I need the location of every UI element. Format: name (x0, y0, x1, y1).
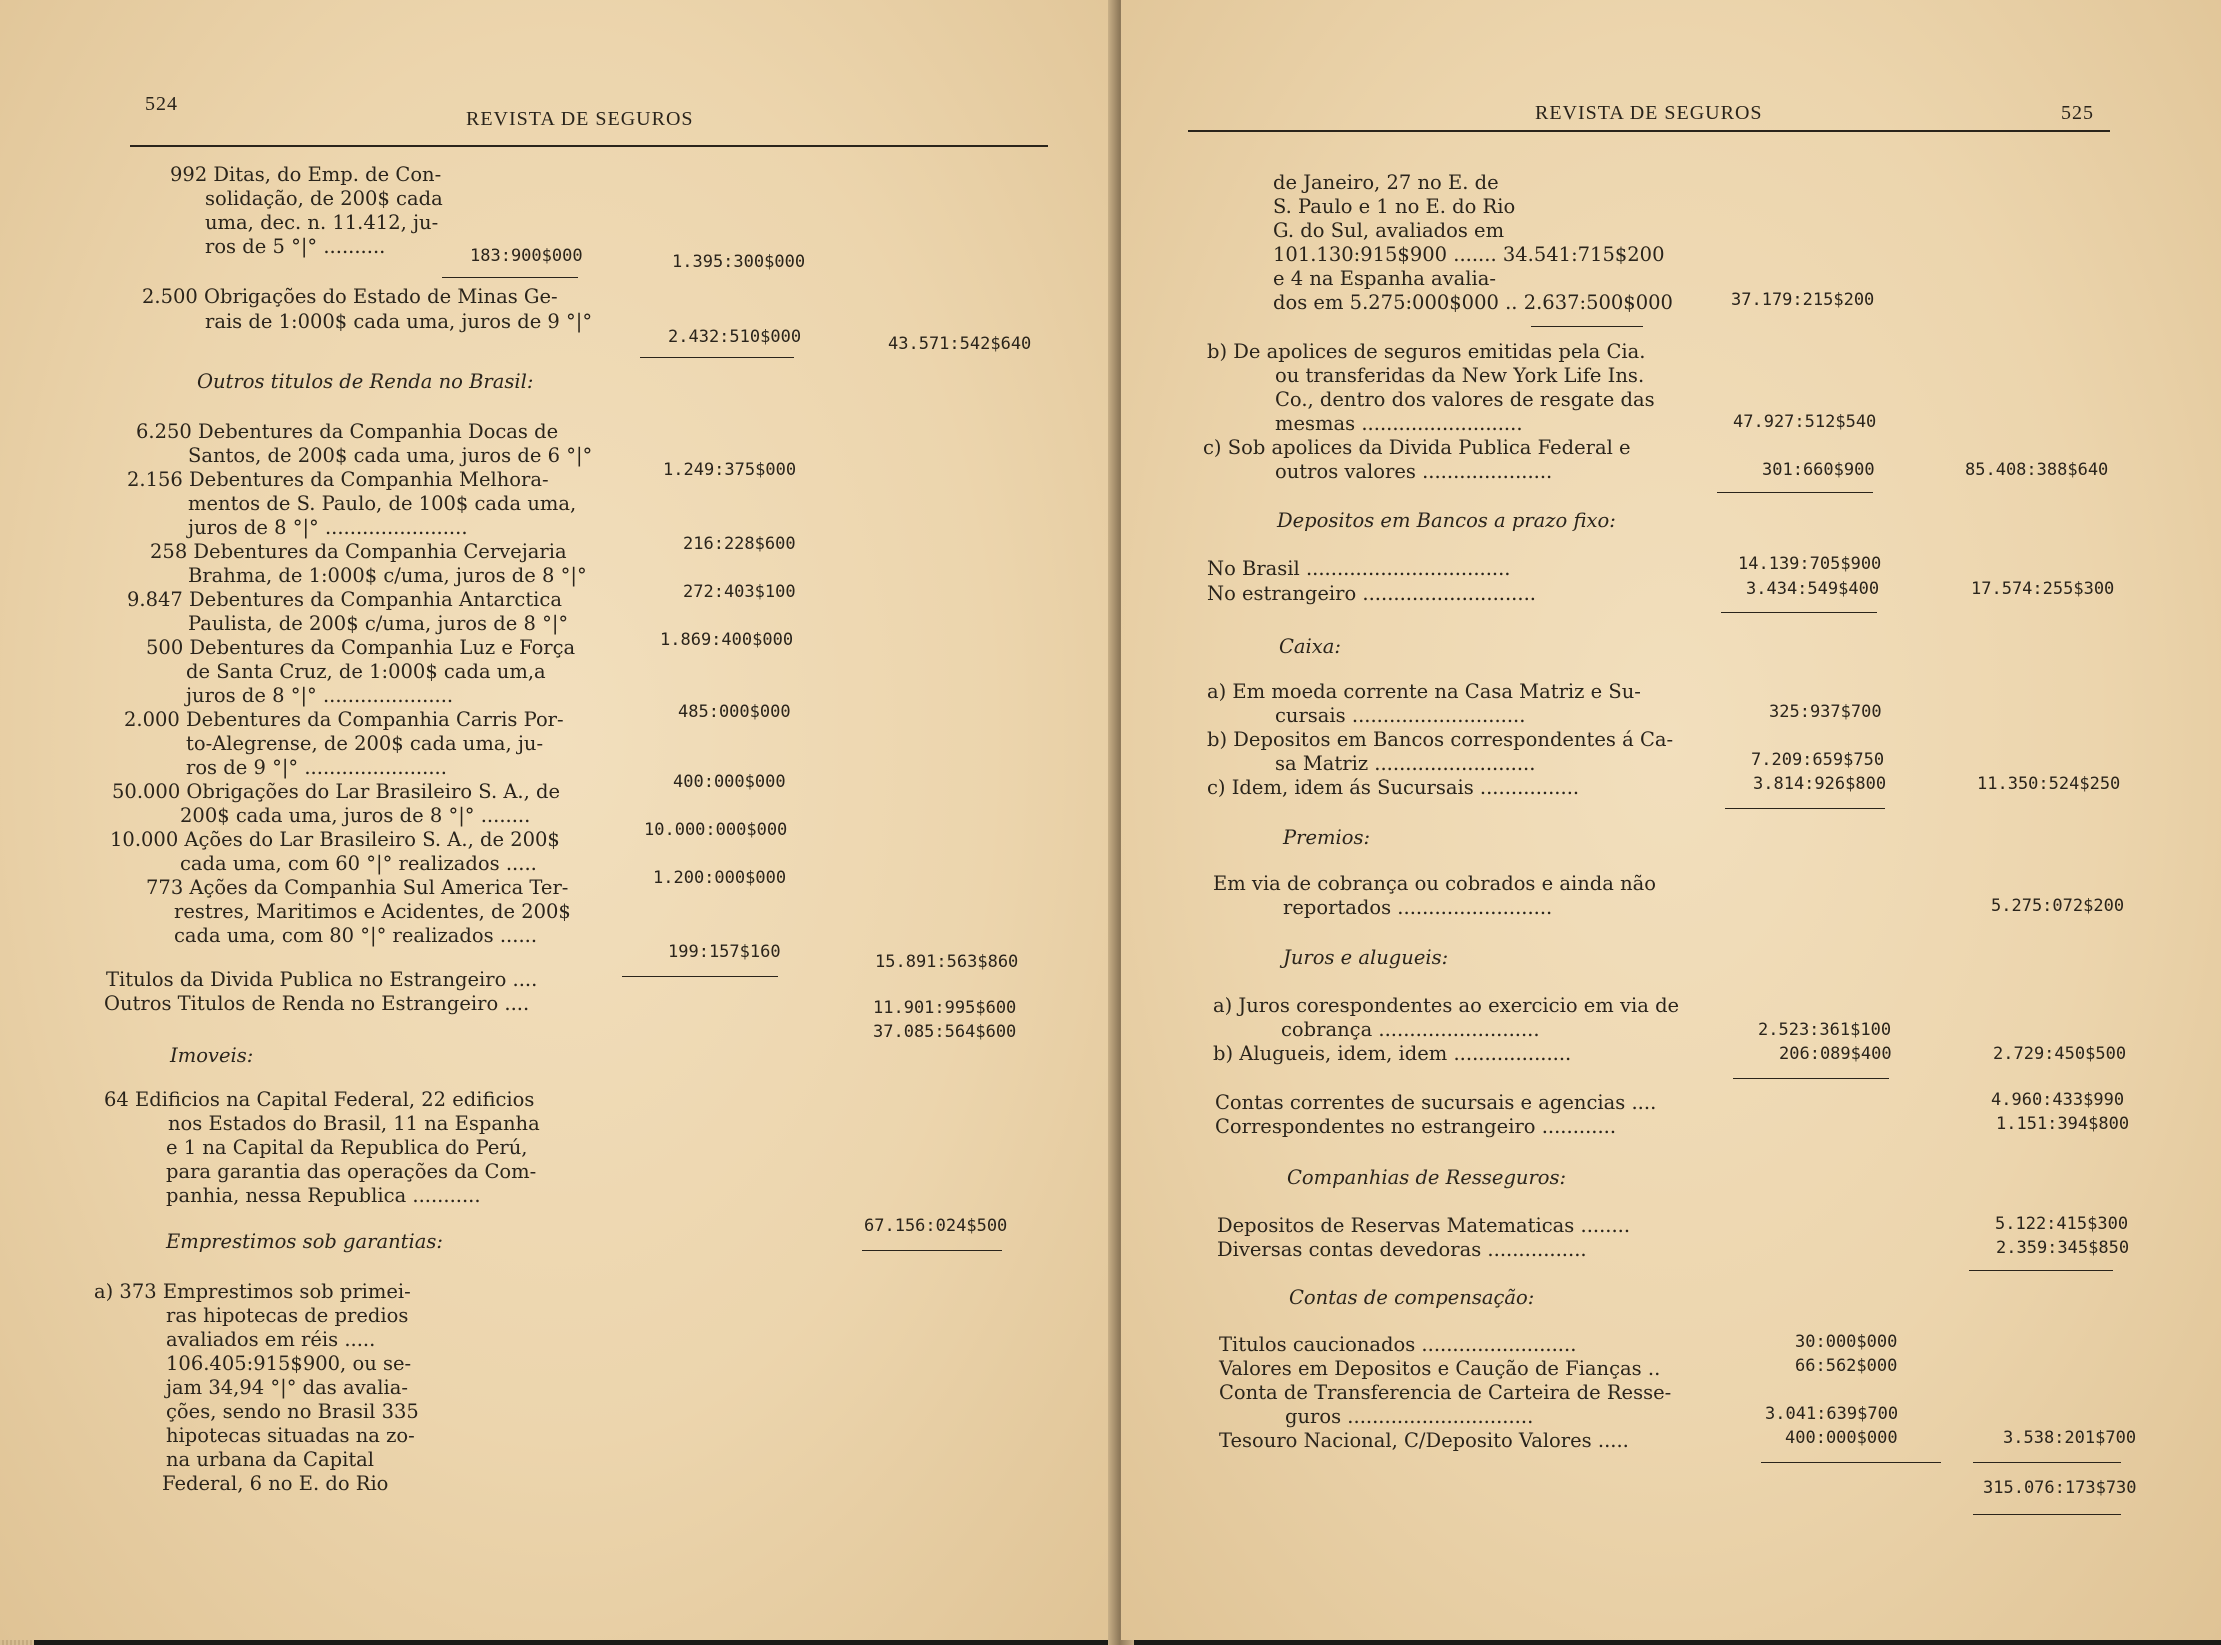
section-heading: Emprestimos sob garantias: (166, 1230, 443, 1253)
amount-col1: 206:089$400 (1779, 1044, 1892, 1064)
left-running-head: REVISTA DE SEGUROS (466, 108, 694, 130)
amount-col1: 3.041:639$700 (1765, 1404, 1899, 1424)
text-line: Diversas contas devedoras ................ (1217, 1238, 1587, 1261)
sum-rule (640, 357, 794, 358)
amount-col2: 2.432:510$000 (668, 327, 802, 347)
amount-col1: 3.814:926$800 (1753, 774, 1887, 794)
amount-col2: 17.574:255$300 (1971, 579, 2115, 599)
text-line: Contas correntes de sucursais e agencias .... (1215, 1091, 1657, 1114)
amount-col1: 47.927:512$540 (1733, 412, 1877, 432)
text-line: Paulista, de 200$ c/uma, juros de 8 °|° (188, 612, 569, 635)
text-line: Titulos da Divida Publica no Estrangeiro .... (106, 968, 538, 991)
text-line: cada uma, com 60 °|° realizados ..... (180, 852, 537, 875)
text-line: nos Estados do Brasil, 11 na Espanha (168, 1112, 540, 1135)
text-line: Santos, de 200$ cada uma, juros de 6 °|° (188, 444, 593, 467)
amount-col2: 1.249:375$000 (663, 460, 797, 480)
section-heading: Depositos em Bancos a prazo fixo: (1277, 509, 1616, 532)
text-line: a) 373 Emprestimos sob primei- (94, 1280, 411, 1303)
amount-col2: 216:228$600 (683, 534, 796, 554)
section-heading: Premios: (1283, 826, 1371, 849)
amount-col2: 485:000$000 (678, 702, 791, 722)
text-line: dos em 5.275:000$000 .. 2.637:500$000 (1273, 291, 1673, 314)
text-line: restres, Maritimos e Acidentes, de 200$ (174, 900, 571, 923)
text-line: 101.130:915$900 ....... 34.541:715$200 (1273, 243, 1665, 266)
text-line: 2.156 Debentures da Companhia Melhora- (127, 468, 549, 491)
text-line: Tesouro Nacional, C/Deposito Valores ..... (1219, 1429, 1629, 1452)
text-line: 9.847 Debentures da Companhia Antarctica (127, 588, 562, 611)
text-line: cada uma, com 80 °|° realizados ...... (174, 924, 538, 947)
text-line: 992 Ditas, do Emp. de Con- (170, 163, 442, 186)
amount-col2: 5.122:415$300 (1995, 1214, 2129, 1234)
text-line: panhia, nessa Republica ........... (166, 1184, 481, 1207)
text-line: a) Em moeda corrente na Casa Matriz e Su- (1207, 680, 1641, 703)
text-line: e 4 na Espanha avalia- (1273, 267, 1496, 290)
sum-rule (622, 976, 778, 977)
text-line: 106.405:915$900, ou se- (166, 1352, 412, 1375)
text-line: c) Sob apolices da Divida Publica Federal e (1203, 436, 1631, 459)
text-line: cursais ............................ (1275, 704, 1526, 727)
text-line: na urbana da Capital (166, 1448, 375, 1471)
amount-col2: 1.200:000$000 (653, 868, 787, 888)
amount-col1: 37.179:215$200 (1731, 290, 1875, 310)
text-line: sa Matriz .......................... (1275, 752, 1536, 775)
text-line: Em via de cobrança ou cobrados e ainda não (1213, 872, 1657, 895)
grand-total: 315.076:173$730 (1983, 1478, 2137, 1498)
amount-col1: 183:900$000 (470, 246, 583, 266)
section-heading: Companhias de Resseguros: (1287, 1166, 1567, 1189)
text-line: Correspondentes no estrangeiro ............ (1215, 1115, 1617, 1138)
text-line: 50.000 Obrigações do Lar Brasileiro S. A., de (112, 780, 561, 803)
amount-col1: 301:660$900 (1762, 460, 1875, 480)
sum-rule (1721, 612, 1877, 613)
text-line: b) Alugueis, idem, idem ................... (1213, 1042, 1572, 1065)
amount-col1: 30:000$000 (1795, 1332, 1898, 1352)
text-line: de Janeiro, 27 no E. de (1273, 171, 1499, 194)
sum-rule (1531, 326, 1643, 327)
text-line: mesmas .......................... (1275, 412, 1523, 435)
text-line: Brahma, de 1:000$ c/uma, juros de 8 °|° (188, 564, 587, 587)
sum-rule (1725, 808, 1885, 809)
text-line: 2.000 Debentures da Companhia Carris Por- (124, 708, 564, 731)
grand-total-rule (1973, 1514, 2121, 1515)
text-line: guros .............................. (1285, 1405, 1534, 1428)
amount-col1: 400:000$000 (1785, 1428, 1898, 1448)
text-line: 500 Debentures da Companhia Luz e Força (146, 636, 576, 659)
amount-col3: 37.085:564$600 (873, 1022, 1017, 1042)
amount-col1: 7.209:659$750 (1751, 750, 1885, 770)
sum-rule (1973, 1462, 2121, 1463)
text-line: outros valores ..................... (1275, 460, 1553, 483)
text-line: ções, sendo no Brasil 335 (166, 1400, 419, 1423)
text-line: b) De apolices de seguros emitidas pela Cia. (1207, 340, 1646, 363)
text-line: 64 Edificios na Capital Federal, 22 edificios (104, 1088, 535, 1111)
right-page (1121, 0, 2221, 1640)
text-line: ros de 5 °|° .......... (205, 235, 386, 258)
text-line: Valores em Depositos e Caução de Fianças .. (1219, 1357, 1661, 1380)
text-line: 200$ cada uma, juros de 8 °|° ........ (180, 804, 531, 827)
amount-col1: 3.434:549$400 (1746, 579, 1880, 599)
text-line: 773 Ações da Companhia Sul America Ter- (146, 876, 569, 899)
text-line: hipotecas situadas na zo- (166, 1424, 415, 1447)
amount-col2: 5.275:072$200 (1991, 896, 2125, 916)
amount-col1: 66:562$000 (1795, 1356, 1898, 1376)
amount-col2: 400:000$000 (673, 772, 786, 792)
section-heading: Caixa: (1279, 635, 1341, 658)
text-line: reportados ......................... (1283, 896, 1553, 919)
amount-col1: 325:937$700 (1769, 702, 1882, 722)
text-line: jam 34,94 °|° das avalia- (166, 1376, 408, 1399)
amount-col2: 1.151:394$800 (1996, 1114, 2130, 1134)
right-page-number: 525 (2061, 102, 2094, 124)
sum-rule (1761, 1462, 1941, 1463)
amount-col2: 10.000:000$000 (644, 820, 788, 840)
text-line: Co., dentro dos valores de resgate das (1275, 388, 1655, 411)
text-line: de Santa Cruz, de 1:000$ cada um,a (186, 660, 546, 683)
text-line: 2.500 Obrigações do Estado de Minas Ge- (142, 285, 558, 308)
text-line: G. do Sul, avaliados em (1273, 219, 1505, 242)
amount-col2: 11.350:524$250 (1977, 774, 2121, 794)
text-line: ros de 9 °|° ....................... (186, 756, 447, 779)
amount-col1: 2.523:361$100 (1758, 1020, 1892, 1040)
left-page-number: 524 (145, 93, 178, 115)
text-line: juros de 8 °|° ....................... (188, 516, 468, 539)
amount-col3: 67.156:024$500 (864, 1216, 1008, 1236)
amount-col3: 11.901:995$600 (873, 998, 1017, 1018)
text-line: rais de 1:000$ cada uma, juros de 9 °|° (205, 310, 593, 333)
text-line: Depositos de Reservas Matematicas ........ (1217, 1214, 1631, 1237)
sum-rule (862, 1250, 1002, 1251)
text-line: Federal, 6 no E. do Rio (162, 1472, 389, 1495)
text-line: avaliados em réis ..... (166, 1328, 376, 1351)
text-line: solidação, de 200$ cada (205, 187, 443, 210)
text-line: S. Paulo e 1 no E. do Rio (1273, 195, 1516, 218)
text-line: cobrança .......................... (1281, 1018, 1540, 1041)
sum-rule (1717, 492, 1873, 493)
amount-col3: 15.891:563$860 (875, 952, 1019, 972)
text-line: c) Idem, idem ás Sucursais ................ (1207, 776, 1580, 799)
text-line: uma, dec. n. 11.412, ju- (205, 211, 439, 234)
text-line: para garantia das operações da Com- (166, 1160, 537, 1183)
text-line: a) Juros corespondentes ao exercicio em via de (1213, 994, 1680, 1017)
sum-rule (1733, 1078, 1889, 1079)
amount-col2: 85.408:388$640 (1965, 460, 2109, 480)
amount-col2: 1.395:300$000 (672, 252, 806, 272)
text-line: 6.250 Debentures da Companhia Docas de (136, 420, 559, 443)
section-heading: Contas de compensação: (1289, 1286, 1535, 1309)
right-header-rule (1188, 130, 2110, 132)
text-line: b) Depositos em Bancos correspondentes á Ca- (1207, 728, 1674, 751)
text-line: to-Alegrense, de 200$ cada uma, ju- (186, 732, 544, 755)
amount-col1: 14.139:705$900 (1738, 554, 1882, 574)
text-line: ras hipotecas de predios (166, 1304, 409, 1327)
text-line: No Brasil ................................. (1207, 557, 1511, 580)
right-running-head: REVISTA DE SEGUROS (1535, 102, 1763, 124)
amount-col3: 43.571:542$640 (888, 334, 1032, 354)
amount-col2: 3.538:201$700 (2003, 1428, 2137, 1448)
amount-col2: 4.960:433$990 (1991, 1090, 2125, 1110)
text-line: No estrangeiro ............................ (1207, 582, 1536, 605)
amount-col2: 272:403$100 (683, 582, 796, 602)
text-line: Outros Titulos de Renda no Estrangeiro .... (104, 992, 530, 1015)
amount-col2: 199:157$160 (668, 942, 781, 962)
section-heading: Imoveis: (170, 1044, 254, 1067)
text-line: 258 Debentures da Companhia Cervejaria (150, 540, 567, 563)
text-line: e 1 na Capital da Republica do Perú, (166, 1136, 528, 1159)
text-line: Conta de Transferencia de Carteira de Resse- (1219, 1381, 1672, 1404)
text-line: 10.000 Ações do Lar Brasileiro S. A., de 200$ (110, 828, 560, 851)
amount-col2: 2.359:345$850 (1996, 1238, 2130, 1258)
left-header-rule (130, 145, 1048, 147)
text-line: ou transferidas da New York Life Ins. (1275, 364, 1645, 387)
section-heading: Juros e alugueis: (1283, 946, 1449, 969)
amount-col2: 2.729:450$500 (1993, 1044, 2127, 1064)
sum-rule (442, 277, 578, 278)
sum-rule (1969, 1270, 2113, 1271)
section-heading: Outros titulos de Renda no Brasil: (197, 370, 534, 393)
text-line: Titulos caucionados ......................... (1219, 1333, 1577, 1356)
text-line: juros de 8 °|° ..................... (186, 684, 454, 707)
amount-col2: 1.869:400$000 (660, 630, 794, 650)
text-line: mentos de S. Paulo, de 100$ cada uma, (188, 492, 577, 515)
